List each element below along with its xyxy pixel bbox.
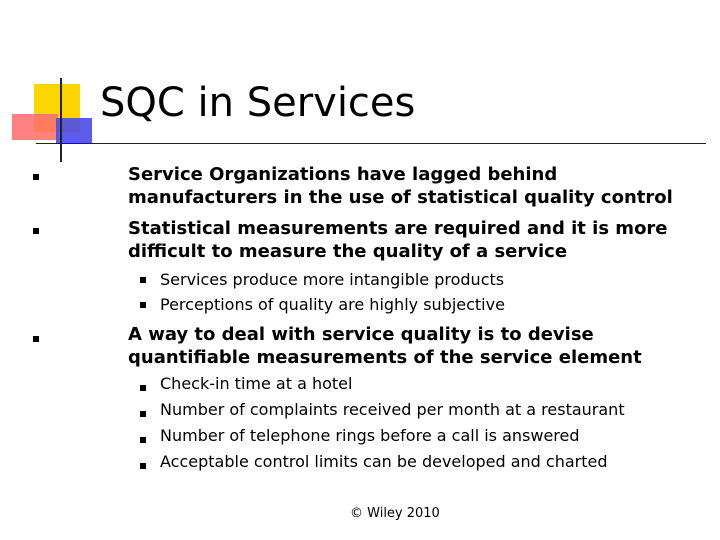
decor-vertical-line [60,78,62,162]
sub-bullet-marker [140,277,146,283]
bullet-marker [33,174,39,180]
sub-bullet-marker [140,302,146,308]
bullet-3-line-1: A way to deal with service quality is to devise [128,324,594,345]
bullet-marker [33,228,39,234]
copyright-footer: © Wiley 2010 [350,506,440,521]
sub-bullet-marker [140,463,146,469]
bullet-3-sub-4: Acceptable control limits can be developed and charted [160,452,608,471]
bullet-3-sub-3: Number of telephone rings before a call is answered [160,426,580,445]
sub-bullet-marker [140,437,146,443]
bullet-2-line-2: difficult to measure the quality of a service [128,241,568,262]
bullet-3-sub-2: Number of complaints received per month at a restaurant [160,400,625,419]
title-divider-line [36,143,706,144]
sub-bullet-marker [140,385,146,391]
sub-bullet-marker [140,411,146,417]
bullet-1-line-1: Service Organizations have lagged behind [128,164,558,185]
decor-red-square [12,114,58,140]
bullet-2-sub-1: Services produce more intangible products [160,270,505,289]
bullet-marker [33,336,39,342]
bullet-2-sub-2: Perceptions of quality are highly subjective [160,295,505,314]
bullet-1-line-2: manufacturers in the use of statistical quality control [128,187,673,208]
slide-title: SQC in Services [100,80,416,126]
bullet-3-line-2: quantifiable measurements of the service element [128,347,642,368]
bullet-3-sub-1: Check-in time at a hotel [160,374,353,393]
bullet-2-line-1: Statistical measurements are required and it is more [128,218,668,239]
